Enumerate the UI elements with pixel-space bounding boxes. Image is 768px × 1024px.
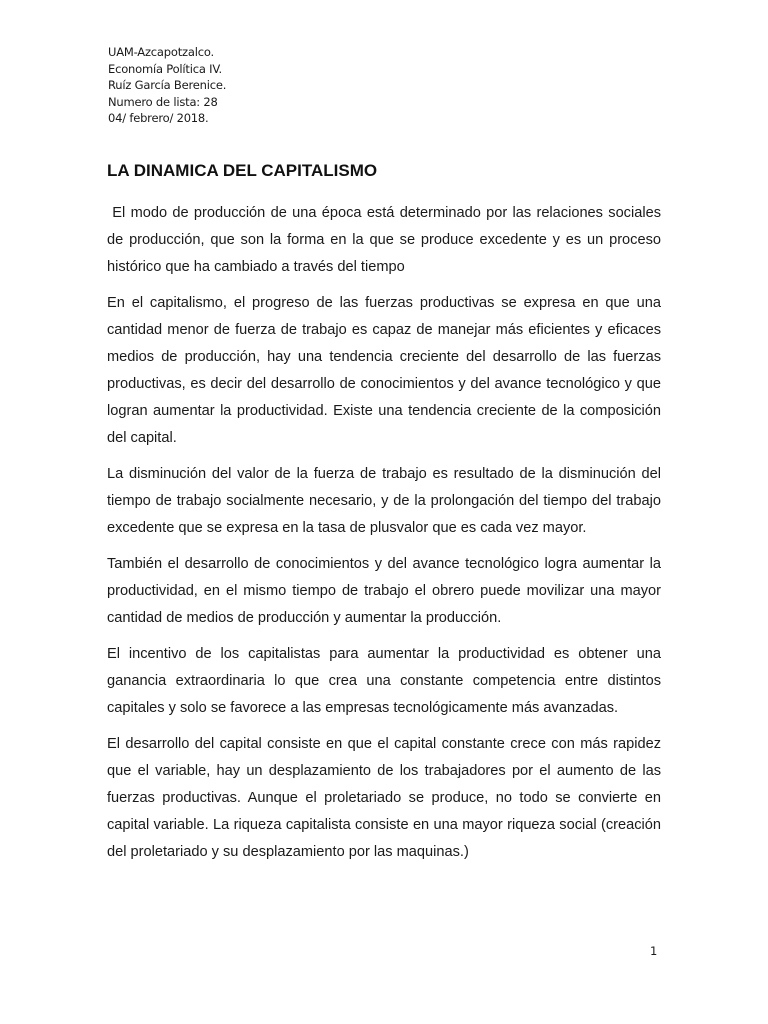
- header-student: Ruíz García Berenice.: [108, 78, 227, 92]
- page-number: 1: [650, 944, 658, 958]
- header-institution: UAM-Azcapotzalco.: [108, 45, 214, 59]
- header-block: [108, 44, 226, 127]
- paragraph: En el capitalismo, el progreso de las fuerzas productivas se expresa en que una cantidad menor de fuerza de trabajo es capaz de manejar más eficientes y eficaces medios de producción, hay una tendencia creciente del desarrollo de las fuerzas productivas, es decir del desarrollo de conocimientos y del avance tecnológico y que logran aumentar la productividad. Existe una tendencia creciente de la composición del capital.: [107, 295, 661, 446]
- paragraph: El incentivo de los capitalistas para aumentar la productividad es obtener una ganancia extraordinaria lo que crea una constante competencia entre distintos capitales y solo se favorece a las empresas tecnológicamente más avanzadas.: [107, 646, 661, 716]
- paragraph: También el desarrollo de conocimientos y del avance tecnológico logra aumentar la productividad, en el mismo tiempo de trabajo el obrero puede movilizar una mayor cantidad de medios de producción y aumentar la producción.: [107, 556, 661, 626]
- document-title: LA DINAMICA DEL CAPITALISMO: [107, 161, 378, 180]
- header-course: Economía Política IV.: [108, 61, 222, 76]
- header-date: 04/ febrero/ 2018.: [108, 111, 209, 125]
- paragraph: El modo de producción de una época está determinado por las relaciones sociales de producción, que son la forma en la que se produce excedente y es un proceso histórico que ha cambiado a través del tiempo: [107, 205, 666, 275]
- header-list-number: Numero de lista: 28: [108, 94, 218, 109]
- paragraph: El desarrollo del capital consiste en que el capital constante crece con más rapidez que el variable, hay un desplazamiento de los trabajadores por el aumento de las fuerzas productivas. Aunque el proletariado se produce, no todo se convierte en capital variable. La riqueza capitalista consiste en una mayor riqueza social (creación del proletariado y su desplazamiento por las maquinas.): [107, 736, 661, 860]
- paragraph: La disminución del valor de la fuerza de trabajo es resultado de la disminución del tiempo de trabajo socialmente necesario, y de la prolongación del tiempo del trabajo excedente que se expresa en la tasa de plusvalor que es cada vez mayor.: [107, 466, 661, 536]
- document-body: [107, 200, 666, 875]
